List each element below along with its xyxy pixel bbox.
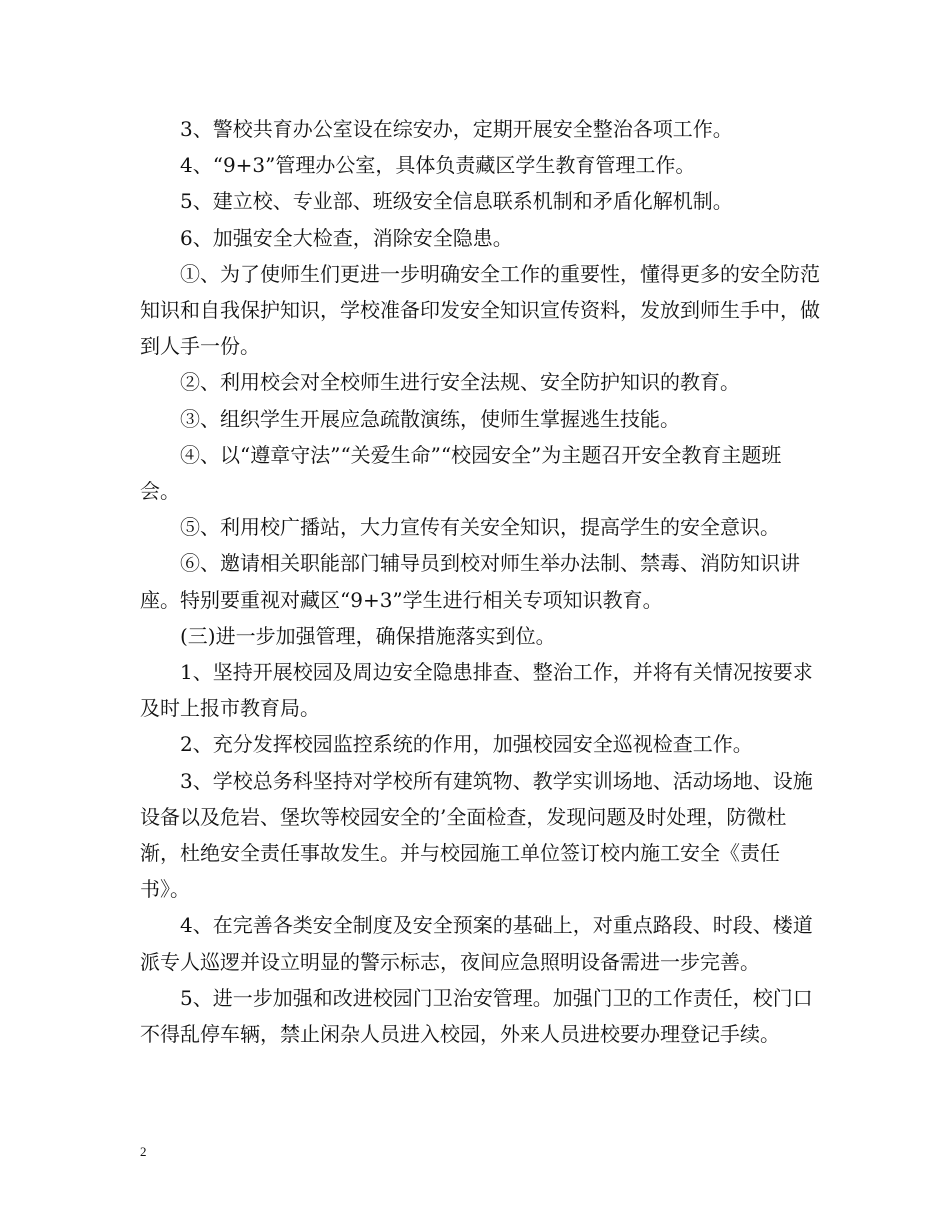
paragraph-subitem-5: ⑤、利用校广播站，大力宣传有关安全知识，提高学生的安全意识。: [180, 515, 780, 540]
paragraph-item-5: 5、建立校、专业部、班级安全信息联系机制和矛盾化解机制。: [180, 189, 733, 214]
paragraph-subitem-6: ⑥、邀请相关职能部门辅导员到校对师生举办法制、禁毒、消防知识讲座。特别要重视对藏区“9+3”学生进行相关专项知识教育。: [140, 551, 800, 612]
paragraph-item-3: 3、警校共育办公室设在综安办，定期开展安全整治各项工作。: [180, 117, 733, 141]
paragraph-subitem-1: ①、为了使师生们更进一步明确安全工作的重要性，懂得更多的安全防范知识和自我保护知识，学校准备印发安全知识宣传资料，发放到师生手中，做到人手一份。: [140, 261, 820, 359]
paragraph-subitem-3: ③、组织学生开展应急疏散演练，使师生掌握逃生技能。: [180, 406, 680, 431]
paragraph-measure-1: 1、坚持开展校园及周边安全隐患排查、整治工作，并将有关情况按要求及时上报市教育局。: [140, 660, 813, 721]
paragraph-measure-5: 5、进一步加强和改进校园门卫治安管理。加强门卫的工作责任，校门口不得乱停车辆，禁止闲杂人员进入校园，外来人员进校要办理登记手续。: [140, 985, 813, 1047]
paragraph-subitem-2: ②、利用校会对全校师生进行安全法规、安全防护知识的教育。: [180, 370, 740, 395]
section-heading-3: (三)进一步加强管理，确保措施落实到位。: [180, 623, 556, 648]
paragraph-measure-2: 2、充分发挥校园监控系统的作用，加强校园安全巡视检查工作。: [180, 732, 753, 757]
document-body: [140, 111, 820, 1052]
paragraph-item-6: 6、加强安全大检查，消除安全隐患。: [180, 225, 513, 250]
paragraph-measure-4: 4、在完善各类安全制度及安全预案的基础上，对重点路段、时段、楼道派专人巡逻并设立明显的警示标志，夜间应急照明设备需进一步完善。: [140, 913, 813, 974]
page-number: 2: [140, 1144, 147, 1159]
paragraph-item-4: 4、“9+3”管理办公室，具体负责藏区学生教育管理工作。: [180, 153, 696, 178]
paragraph-measure-3: 3、学校总务科坚持对学校所有建筑物、教学实训场地、活动场地、设施设备以及危岩、堡坎等校园安全的’全面检查，发现问题及时处理，防微杜渐，杜绝安全责任事故发生。并与校园施工单位签订校内施工安全《责任书》。: [140, 768, 813, 902]
paragraph-subitem-4: ④、以“遵章守法”“关爱生命”“校园安全”为主题召开安全教育主题班会。: [140, 442, 782, 504]
